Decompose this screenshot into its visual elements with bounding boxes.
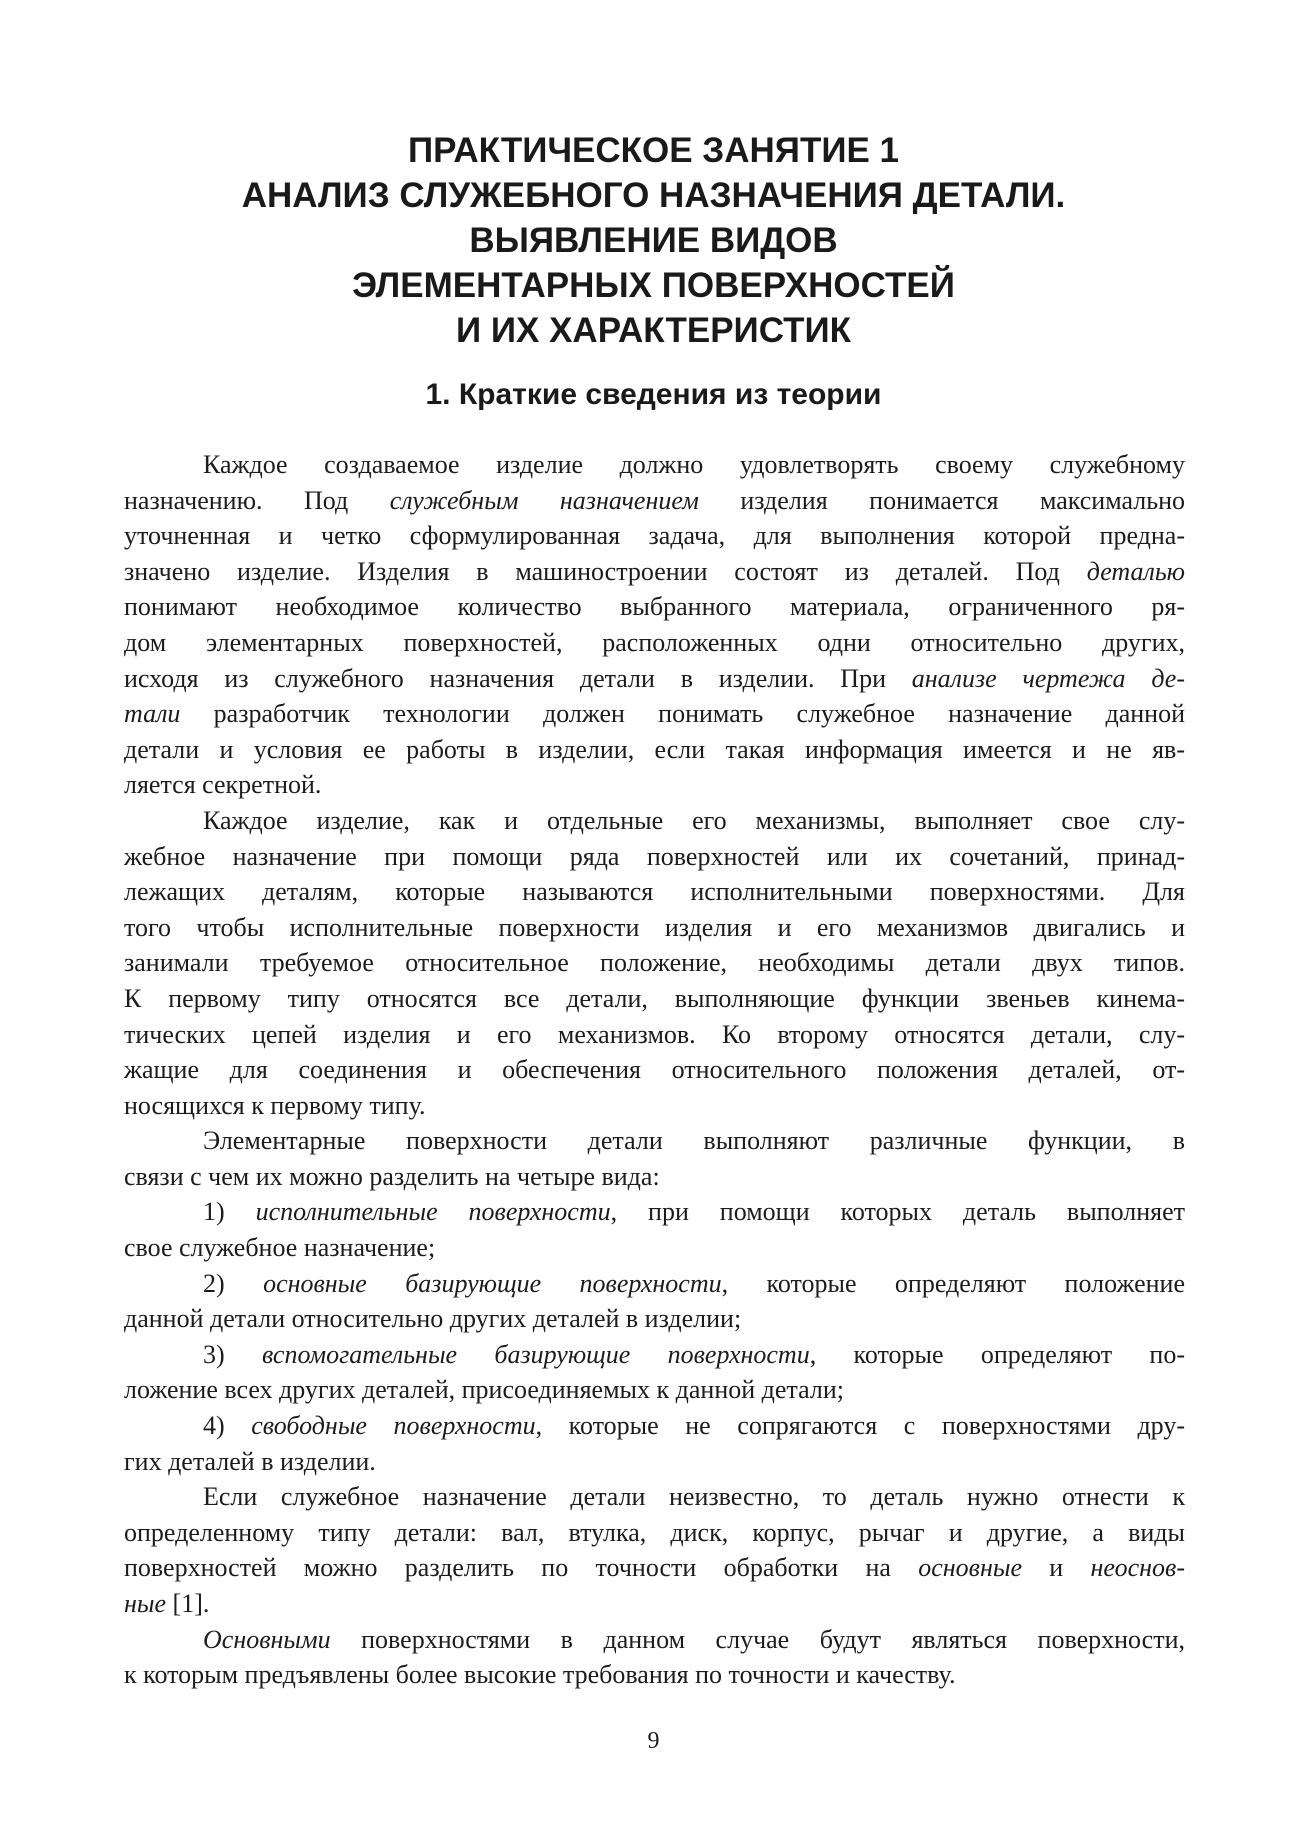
text-line: определенному типу детали: вал, втулка, диск, корпус, рычаг и другие, а виды	[124, 1517, 1185, 1547]
text-line: назначению. Под служебным назначением изделия понимается максимально	[124, 485, 1185, 515]
paragraph-5	[124, 1622, 1185, 1693]
emphasis: деталью	[1086, 556, 1185, 586]
emphasis: тали	[124, 699, 181, 729]
text-line: того чтобы исполнительные поверхности изделия и его механизмов двигались и	[124, 912, 1185, 942]
text-line: Если служебное назначение детали неизвестно, то деталь нужно отнести к	[203, 1482, 1185, 1512]
list-item	[124, 1337, 1185, 1408]
text-line: ные [1].	[124, 1589, 210, 1618]
text-line: занимали требуемое относительное положение, необходимы детали двух типов.	[124, 948, 1185, 978]
text-line: 1) исполнительные поверхности, при помощи которых деталь выполняет	[203, 1197, 1185, 1227]
emphasis: анализе чертежа де-	[911, 663, 1185, 693]
text-line: 3) вспомогательные базирующие поверхности, которые определяют по-	[203, 1339, 1185, 1369]
text-line: носящихся к первому типу.	[124, 1090, 426, 1120]
text-line: дом элементарных поверхностей, расположенных одни относительно других,	[124, 627, 1185, 657]
text-line: 4) свободные поверхности, которые не сопрягаются с поверхностями дру-	[203, 1411, 1185, 1441]
title-line: И ИХ ХАРАКТЕРИСТИК	[455, 311, 852, 350]
text-line: понимают необходимое количество выбранного материала, ограниченного ря-	[124, 592, 1185, 622]
text-line: тических цепей изделия и его механизмов. Ко второму относятся детали, слу-	[124, 1019, 1185, 1049]
text-line: данной детали относительно других деталей в изделии;	[124, 1304, 742, 1334]
text-line: исходя из служебного назначения детали в изделии. При анализе чертежа де-	[124, 663, 1185, 693]
text-line: Каждое изделие, как и отдельные его механизмы, выполняет свое слу-	[203, 805, 1185, 835]
emphasis: ные	[124, 1589, 167, 1618]
text-line: жащие для соединения и обеспечения относительного положения деталей, от-	[124, 1055, 1185, 1085]
text-line: ложение всех других деталей, присоединяемых к данной детали;	[124, 1375, 844, 1405]
body-text	[124, 447, 1185, 1693]
text-line: гих деталей в изделии.	[124, 1446, 376, 1476]
text-line: жебное назначение при помощи ряда поверхностей или их сочетаний, принад-	[124, 841, 1185, 871]
emphasis: вспомогательные базирующие поверхности	[261, 1339, 810, 1369]
paragraph-3	[124, 1123, 1185, 1194]
text-line: 2) основные базирующие поверхности, которые определяют положение	[203, 1268, 1185, 1298]
text-line: Каждое создаваемое изделие должно удовлетворять своему служебному	[203, 450, 1185, 479]
text-line: связи с чем их можно разделить на четыре вида:	[124, 1161, 660, 1191]
text-line: тали разработчик технологии должен понимать служебное назначение данной	[124, 699, 1185, 729]
title-line: ПРАКТИЧЕСКОЕ ЗАНЯТИЕ 1	[407, 131, 900, 170]
emphasis: основные базирующие поверхности	[263, 1268, 722, 1298]
list-item	[124, 1408, 1185, 1479]
text-line: К первому типу относятся все детали, выполняющие функции звеньев кинема-	[124, 983, 1185, 1013]
title-line: ВЫЯВЛЕНИЕ ВИДОВ	[469, 221, 838, 260]
title-line: АНАЛИЗ СЛУЖЕБНОГО НАЗНАЧЕНИЯ ДЕТАЛИ.	[241, 176, 1066, 215]
lesson-title	[120, 128, 1187, 353]
text-line: Элементарные поверхности детали выполняют различные функции, в	[203, 1126, 1185, 1156]
text-line: свое служебное назначение;	[124, 1233, 436, 1263]
page-number: 9	[647, 1728, 660, 1754]
text-line: лежащих деталям, которые называются исполнительными поверхностями. Для	[124, 877, 1185, 907]
text-line: значено изделие. Изделия в машиностроении состоят из деталей. Под деталью	[124, 556, 1185, 586]
text-line: уточненная и четко сформулированная задача, для выполнения которой предна-	[124, 521, 1185, 551]
text-line: к которым предъявлены более высокие требования по точности и качеству.	[124, 1660, 956, 1690]
text-line: поверхностей можно разделить по точности обработки на основные и неоснов-	[124, 1553, 1185, 1583]
section-heading: 1. Краткие сведения из теории	[425, 378, 882, 411]
paragraph-1	[124, 447, 1185, 803]
list-item	[124, 1266, 1185, 1337]
text-line: Основными поверхностями в данном случае будут являться поверхности,	[203, 1624, 1185, 1654]
emphasis: Основными	[203, 1624, 331, 1654]
text-line: ляется секретной.	[124, 770, 322, 800]
emphasis: исполнительные поверхности	[255, 1197, 611, 1227]
emphasis: свободные поверхности	[251, 1411, 536, 1441]
emphasis: основные	[918, 1553, 1022, 1583]
text-line: детали и условия ее работы в изделии, если такая информация имеется и не яв-	[124, 734, 1185, 764]
emphasis: неоснов-	[1090, 1553, 1185, 1583]
emphasis: служебным назначением	[389, 485, 699, 515]
list-item	[124, 1194, 1185, 1265]
paragraph-4	[124, 1479, 1185, 1621]
paragraph-2	[124, 803, 1185, 1123]
title-line: ЭЛЕМЕНТАРНЫХ ПОВЕРХНОСТЕЙ	[352, 266, 955, 305]
